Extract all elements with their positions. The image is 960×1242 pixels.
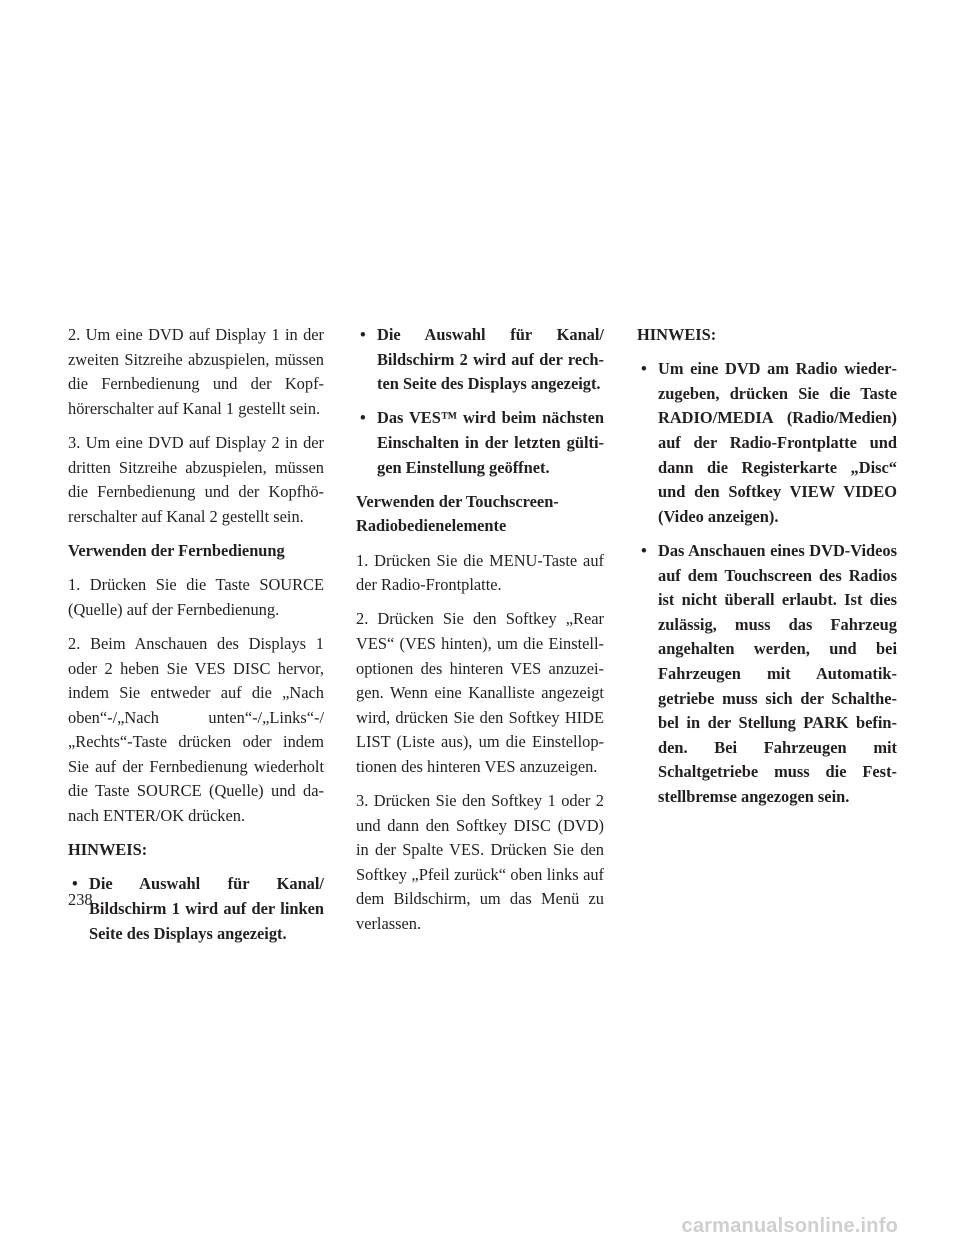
note-bullet-text: Die Auswahl für Kanal/ Bildschirm 1 wird auf der linken Seite des Displays angezeigt. <box>89 874 324 943</box>
note-heading: HINWEIS: <box>68 840 148 860</box>
note-bullet-text: Das VES™ wird beim nächsten Einschalten in der letzten gültigen Einstellung geöffnet. <box>377 408 604 477</box>
paragraph-touch-step-3: 3. Drücken Sie den Softkey 1 oder 2 und dann den Softkey DISC (DVD) in der Spalte VES. Drücken Sie den Softkey „Pfeil zurück“ oben links auf dem Bildschirm, um das Menü zu verlassen. <box>356 791 604 934</box>
paragraph-remote-step-1: 1. Drücken Sie die Taste SOURCE (Quelle) auf der Fernbedienung. <box>68 575 324 619</box>
paragraph-remote-step-2: 2. Beim Anschauen des Displays 1 oder 2 heben Sie VES DISC hervor, indem Sie entweder auf die „Nach oben“-/„Nach unten“-/„Links“-/„Rechts“-Taste drücken oder indem Sie auf der Fernbedienung wiederholt die Taste SOURCE (Quelle) und danach ENTER/OK drücken. <box>68 633 324 826</box>
note-bullet-text: Um eine DVD am Radio wiederzugeben, drücken Sie die Taste RADIO/MEDIA (Radio/Medien) auf der Radio-Frontplatte und dann die Registerkarte „Disc“ und den Softkey VIEW VIDEO (Video anzeigen). <box>658 359 897 526</box>
paragraph-touch-step-2: 2. Drücken Sie den Softkey „Rear VES“ (VES hinten), um die Einstelloptionen des hinteren VES anzuzeigen. Wenn eine Kanalliste angezeigt wird, drücken Sie den Softkey HIDE LIST (Liste aus), um die Einstelloptionen des hinteren VES anzuzeigen. <box>356 609 604 776</box>
paragraph-step-3: 3. Um eine DVD auf Display 2 in der dritten Sitzreihe abzuspielen, müssen die Fernbedienung und der Kopfhörerschalter auf Kanal 2 gestellt sein. <box>68 432 324 526</box>
bullet-icon: • <box>641 359 647 379</box>
note-bullet <box>637 539 897 810</box>
section-heading-touchscreen: Verwenden der Touchscreen-Radiobedienelemente <box>356 491 559 536</box>
note-bullet-text: Das Anschauen eines DVD-Videos auf dem Touchscreen des Radios ist nicht überall erlaubt. Ist dies zulässig, muss das Fahrzeug angehalten werden, und bei Fahrzeugen mit Automatikgetriebe muss sich der Schalthebel in der Stellung PARK befinden. Bei Fahrzeugen mit Schaltgetriebe muss die Feststellbremse angezogen sein. <box>658 540 897 806</box>
note-bullet <box>356 406 604 480</box>
note-bullet <box>356 323 604 397</box>
note-bullet <box>68 872 324 946</box>
column-middle <box>356 323 604 946</box>
note-bullet <box>637 357 897 529</box>
column-left <box>68 323 324 956</box>
bullet-icon: • <box>641 540 647 560</box>
bullet-icon: • <box>72 874 78 894</box>
section-heading-remote: Verwenden der Fernbedienung <box>68 540 285 560</box>
bullet-icon: • <box>360 325 366 344</box>
column-right <box>637 323 897 819</box>
page-number: 238 <box>68 890 93 909</box>
bullet-icon: • <box>360 408 366 428</box>
note-heading: HINWEIS: <box>637 325 717 344</box>
paragraph-touch-step-1: 1. Drücken Sie die MENU-Taste auf der Radio-Frontplatte. <box>356 550 604 595</box>
watermark: carmanualsonline.info <box>681 1215 898 1237</box>
paragraph-step-2: 2. Um eine DVD auf Display 1 in der zweiten Sitzreihe abzuspielen, müssen die Fernbedienung und der Kopfhörerschalter auf Kanal 1 gestellt sein. <box>68 325 324 418</box>
note-bullet-text: Die Auswahl für Kanal/ Bildschirm 2 wird auf der rechten Seite des Displays angezeigt. <box>377 325 604 394</box>
